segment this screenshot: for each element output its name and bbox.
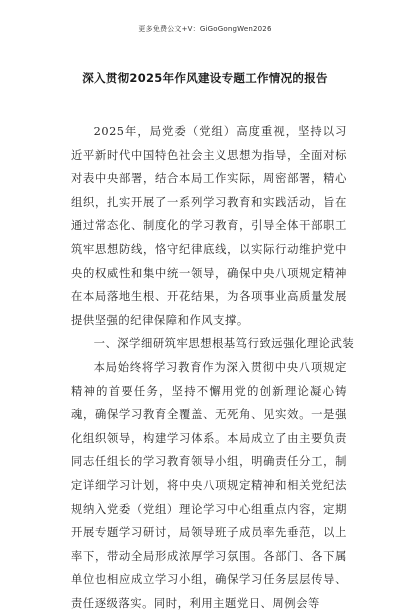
section-paragraph: 本局始终将学习教育作为深入贯彻中央八项规定精神的首要任务，坚持不懈用党的创新理论凝心铸魂，确保学习教育全覆盖、无死角、见实效。一是强化组织领导，构建学习体系。本局成立了由主要负责同志任组长的学习教育领导小组，明确责任分工，制定详细学习计划，将中央八项规定精神和相关党纪法规纳入党委（党组）理论学习中心组重点内容，定期开展专题学习研讨，局领导班子成员率先垂范，以上率下，带动全局形成浓厚学习氛围。各部门、各下属单位也相应成立学习小组，确保学习任务层层传导、责任逐级落实。同时，利用主题党日、周例会等 xyxy=(71,360,347,610)
header-note: 更多免费公文+V：GiGoGongWen2026 xyxy=(138,25,272,33)
document-title: 深入贯彻2025年作风建设专题工作情况的报告 xyxy=(82,71,328,85)
intro-paragraph: 2025年，局党委（党组）高度重视，坚持以习近平新时代中国特色社会主义思想为指导，全面对标对表中央部署，结合本局工作实际，周密部署，精心组织，扎实开展了一系列学习教育和实践活动，旨在通过常态化、制度化的学习教育，引导全体干部职工筑牢思想防线，恪守纪律底线，以实际行动维护党中央的权威性和集中统一领导，确保中央八项规定精神在本局落地生根、开花结果，为各项事业高质量发展提供坚强的纪律保障和作风支撑。 xyxy=(71,125,347,327)
section-heading: 一、深学细研筑牢思想根基笃行致远强化理论武装 xyxy=(93,337,355,351)
document-body xyxy=(71,120,355,615)
